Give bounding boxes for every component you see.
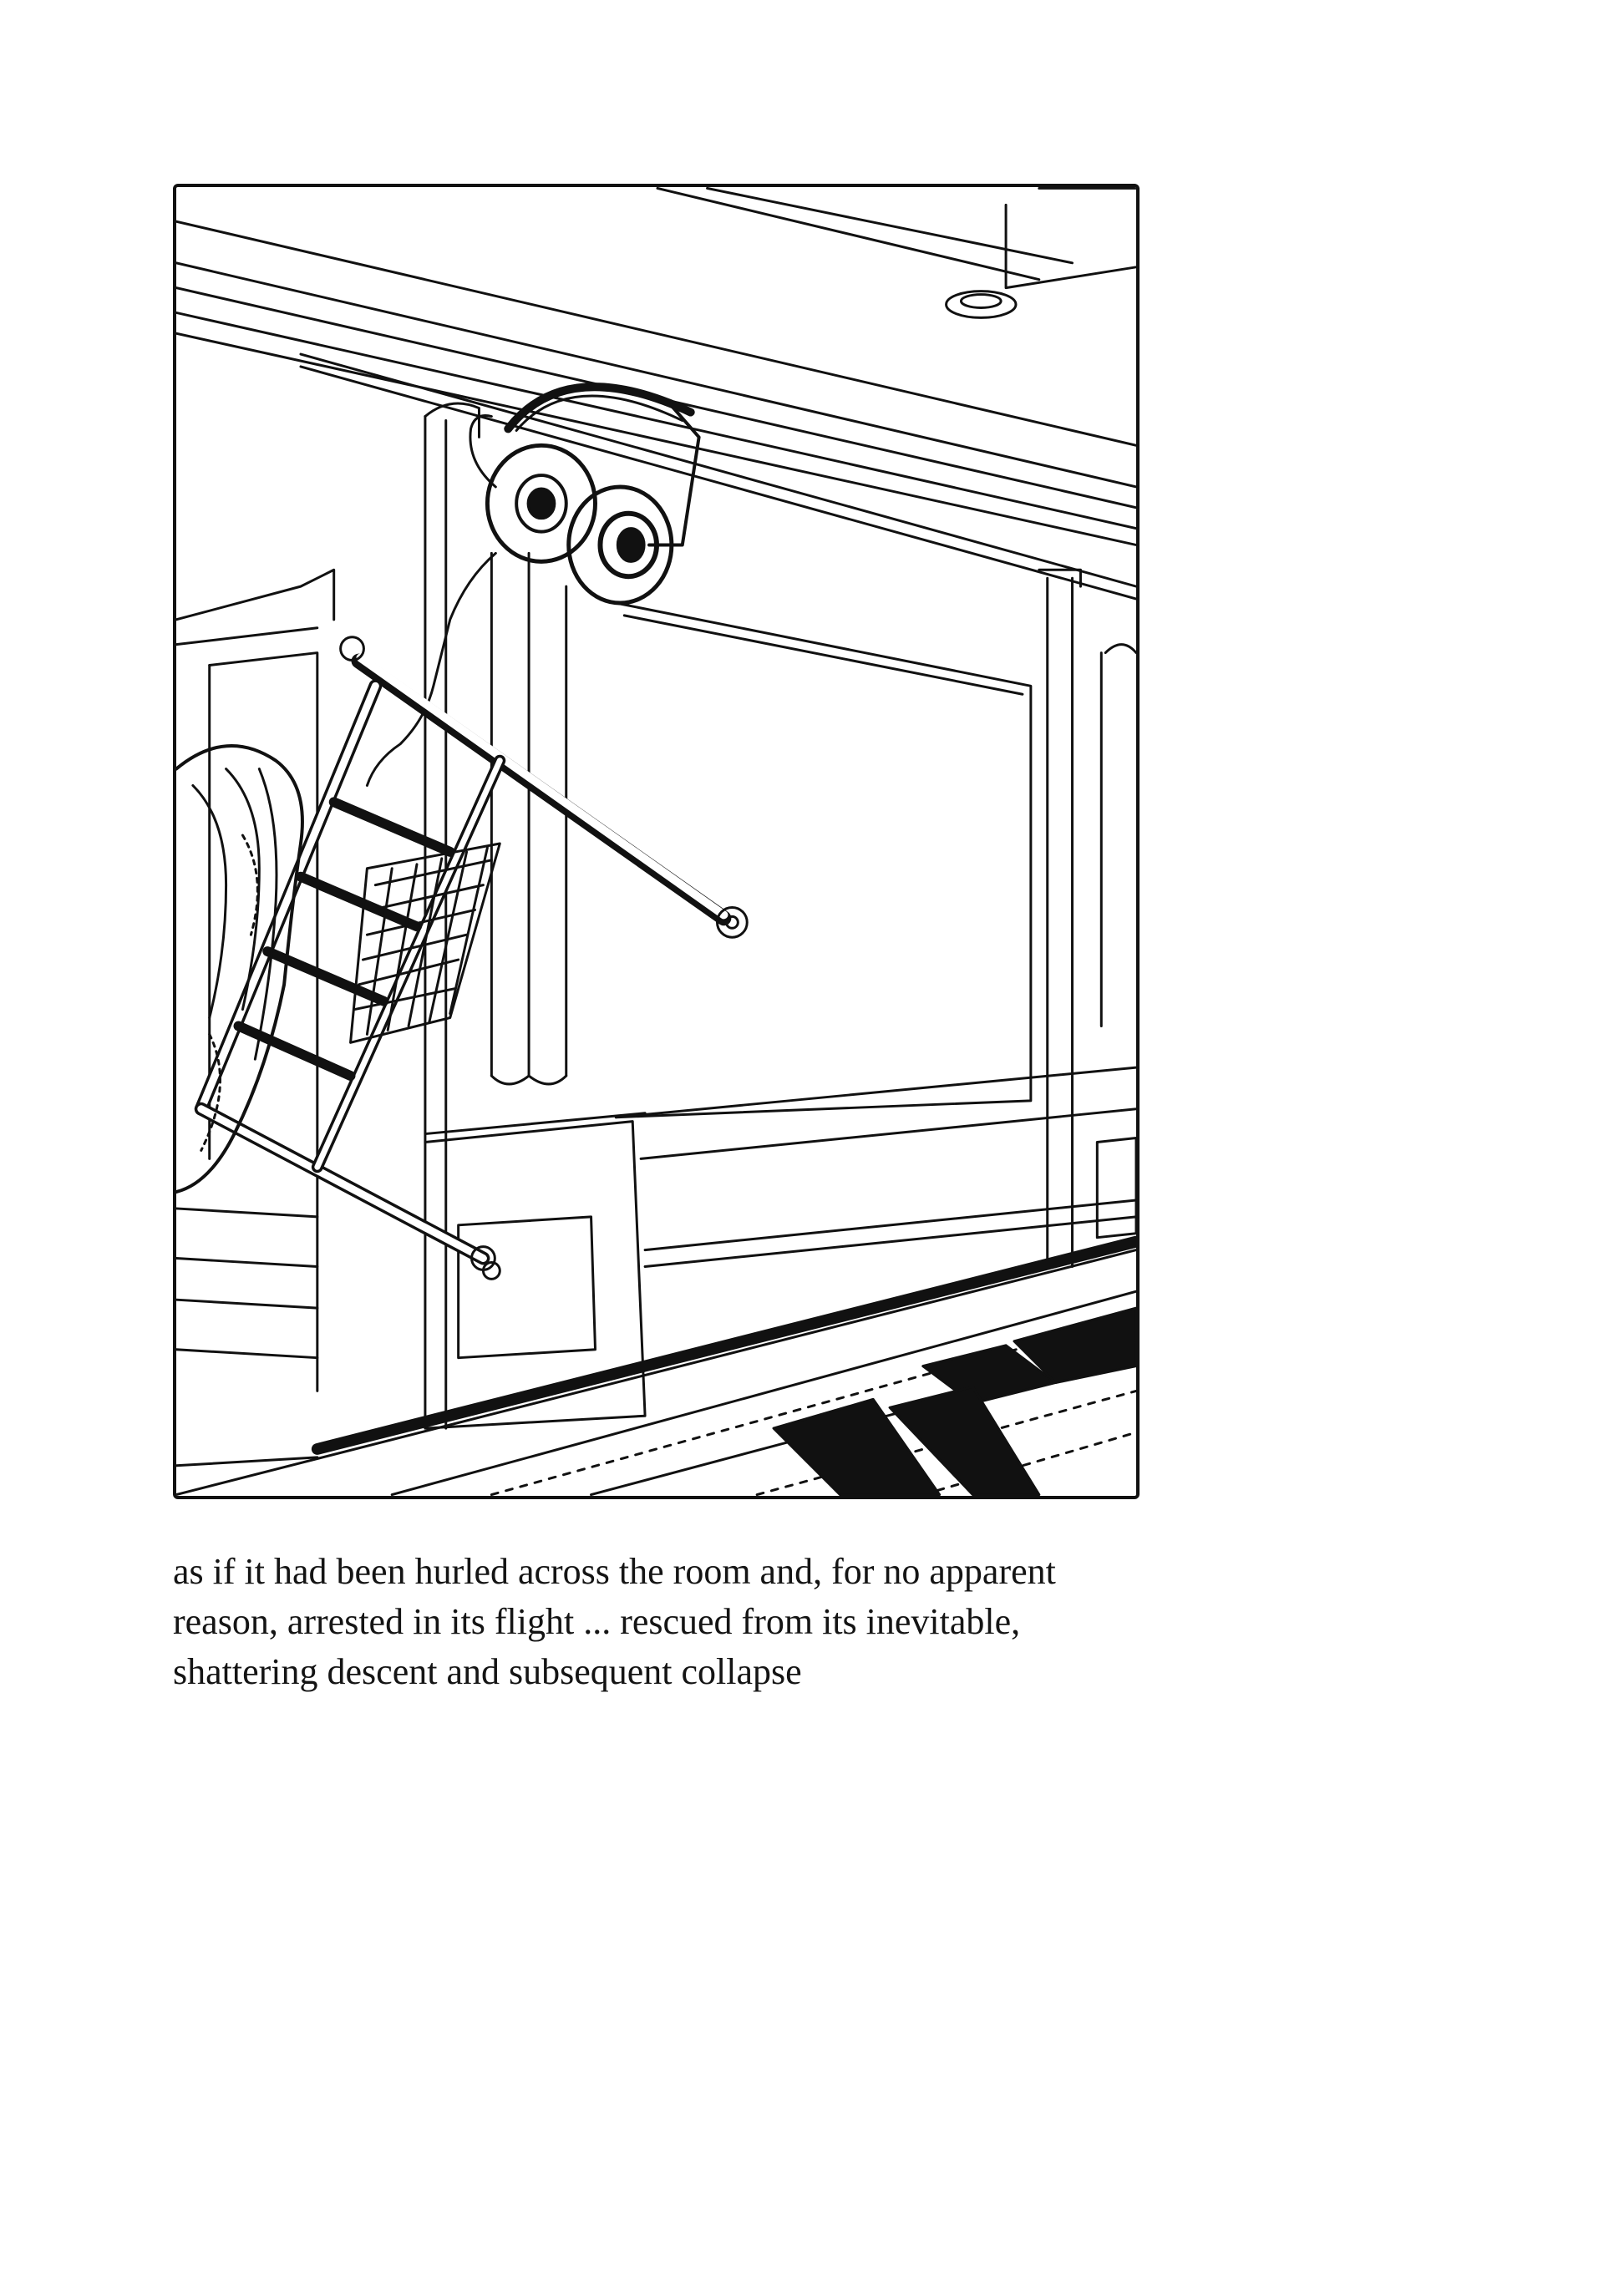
caption-line-1: as if it had been hurled across the room and, for no apparent (173, 1551, 1056, 1592)
pilaster-column (425, 403, 645, 1428)
draped-cloth (176, 746, 302, 1192)
wall-panel (616, 570, 1136, 1266)
caption-line-3: shattering descent and subsequent collapse (173, 1651, 802, 1692)
doorway (176, 570, 334, 1466)
caption-text (173, 1547, 1175, 1697)
floating-chair (201, 637, 747, 1280)
illustration-panel (173, 184, 1140, 1499)
smoke-detector-icon (947, 291, 1016, 318)
caption-line-2: reason, arrested in its flight ... rescued from its inevitable, (173, 1601, 1021, 1642)
room-illustration (176, 187, 1136, 1496)
headphones-icon (367, 387, 698, 785)
floor (176, 1242, 1136, 1495)
